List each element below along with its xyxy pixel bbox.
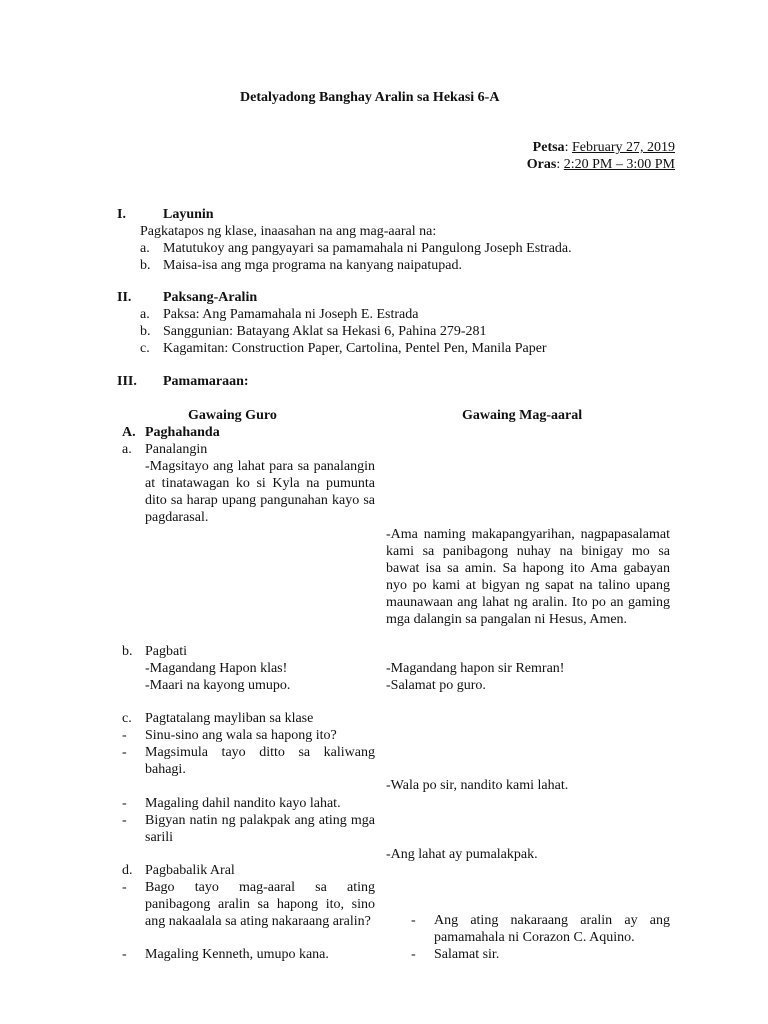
item-title: Pagbati [145,644,187,659]
list-item: Sanggunian: Batayang Aklat sa Hekasi 6, Pahina 279-281 [163,324,487,339]
item-title: Panalangin [145,442,208,457]
column-header-magaaral: Gawaing Mag-aaral [462,408,583,423]
item-marker: b. [122,644,133,659]
oras-value: 2:20 PM – 3:00 PM [563,157,675,172]
dash-marker: - [411,913,416,928]
petsa-value: February 27, 2019 [571,140,675,155]
list-marker: b. [140,324,151,339]
list-item: Maisa-isa ang mga programa na kanyang naipatupad. [163,258,462,273]
dash-marker: - [411,947,416,962]
teacher-text: -Magandang Hapon klas! [145,661,288,676]
item-marker: a. [122,442,132,457]
student-text: Ang ating nakaraang aralin ay ang pamamahala ni Corazon C. Aquino. [434,913,670,945]
teacher-text: Bago tayo mag-aaral sa ating panibagong aralin sa hapong ito, sino ang nakaalala sa ating nakaraang aralin? [145,880,375,929]
section-heading: Paksang-Aralin [163,290,258,305]
section-number: II. [117,290,132,305]
petsa-label: Petsa [532,140,565,155]
list-marker: a. [140,307,150,322]
item-title: Pagtatalang mayliban sa klase [145,711,314,726]
list-marker: b. [140,258,151,273]
student-text: -Ama naming makapangyarihan, nagpapasalamat kami sa panibagong nuhay na binigay mo sa bawat isa sa amin. Sa hapong ito Ama gabayan nyo po kami at bigyan ng sapat na talino upang maunawaan ang lahat ng aralin. Ito po an gaming mga dalangin sa pangalan ni Hesus, Amen. [386,527,670,627]
document-title: Detalyadong Banghay Aralin sa Hekasi 6-A [240,90,500,105]
teacher-text: Magaling Kenneth, umupo kana. [145,947,329,962]
dash-marker: - [122,745,127,760]
oras-line: Oras: 2:20 PM – 3:00 PM [526,157,675,172]
section-number: I. [117,207,126,222]
subsection-title: Paghahanda [145,425,220,440]
dash-marker: - [122,947,127,962]
item-title: Pagbabalik Aral [145,863,235,878]
teacher-text: Bigyan natin ng palakpak ang ating mga sarili [145,813,375,845]
oras-label: Oras [526,157,557,172]
list-item: Matutukoy ang pangyayari sa pamamahala ni Pangulong Joseph Estrada. [163,241,572,256]
item-marker: d. [122,863,133,878]
list-marker: a. [140,241,150,256]
teacher-text: Magsimula tayo ditto sa kaliwang bahagi. [145,745,375,777]
student-text: -Magandang hapon sir Remran! [386,661,565,676]
subsection-marker: A. [122,425,136,440]
item-marker: c. [122,711,132,726]
list-item: Paksa: Ang Pamamahala ni Joseph E. Estrada [163,307,419,322]
dash-marker: - [122,728,127,743]
section-intro: Pagkatapos ng klase, inaasahan na ang mag-aaral na: [140,224,437,239]
dash-marker: - [122,796,127,811]
student-text: -Ang lahat ay pumalakpak. [386,847,538,862]
list-marker: c. [140,341,150,356]
petsa-line: Petsa: February 27, 2019 [532,140,675,155]
section-heading: Pamamaraan: [163,374,249,389]
dash-marker: - [122,813,127,828]
teacher-text: -Magsitayo ang lahat para sa panalangin at tinatawagan ko si Kyla na pumunta dito sa harap upang pangunahan kayo sa pagdarasal. [145,459,375,525]
teacher-text: Sinu-sino ang wala sa hapong ito? [145,728,337,743]
student-text: -Wala po sir, nandito kami lahat. [386,778,569,793]
student-text: Salamat sir. [434,947,500,962]
section-number: III. [117,374,137,389]
dash-marker: - [122,880,127,895]
student-text: -Salamat po guro. [386,678,486,693]
list-item: Kagamitan: Construction Paper, Cartolina, Pentel Pen, Manila Paper [163,341,547,356]
section-heading: Layunin [163,207,214,222]
teacher-text: -Maari na kayong umupo. [145,678,291,693]
column-header-guro: Gawaing Guro [188,408,277,423]
teacher-text: Magaling dahil nandito kayo lahat. [145,796,341,811]
